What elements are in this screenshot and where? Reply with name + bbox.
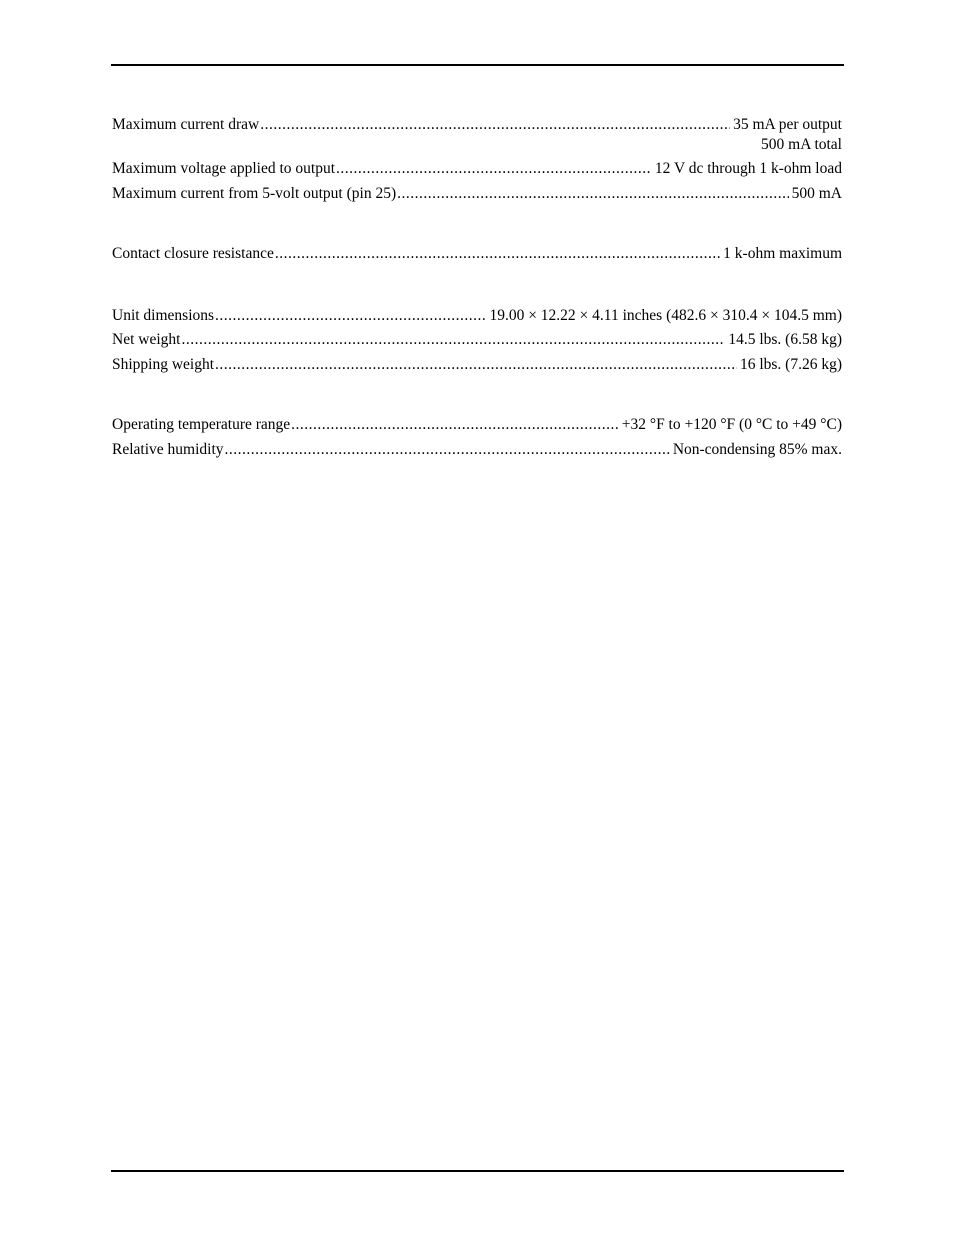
spec-label: Unit dimensions [112,307,215,324]
dot-leader [215,306,486,326]
dot-leader [397,184,789,204]
spec-value: 16 lbs. (7.26 kg) [739,356,842,373]
spec-value: 19.00 × 12.22 × 4.11 inches (482.6 × 310.4 × 104.5 mm) [489,307,842,324]
spec-label: Operating temperature range [112,416,291,433]
spec-value: 12 V dc through 1 k-ohm load [654,160,842,177]
spec-row-unit-dimensions [112,306,842,326]
spec-row-max-current-draw [112,115,842,135]
dot-leader [225,440,670,460]
dot-leader [275,244,720,264]
dot-leader [215,355,737,375]
spec-value: 14.5 lbs. (6.58 kg) [728,331,842,348]
spec-label: Net weight [112,331,181,348]
spec-label: Maximum current draw [112,116,260,133]
header-rule [111,64,844,66]
spec-row-shipping-weight [112,355,842,375]
dot-leader [260,115,730,135]
spec-row-max-voltage-output [112,159,842,179]
spec-value: Non-condensing 85% max. [672,441,842,458]
spec-row-max-current-5v [112,184,842,204]
spec-label: Maximum current from 5-volt output (pin 25) [112,185,397,202]
spec-label: Contact closure resistance [112,245,274,262]
dot-leader [291,415,619,435]
spec-value: +32 °F to +120 °F (0 °C to +49 °C) [621,416,842,433]
footer-rule [111,1170,844,1172]
spec-row-net-weight [112,330,842,350]
spec-label: Maximum voltage applied to output [112,160,335,177]
spec-label: Shipping weight [112,356,215,373]
spec-value-continuation: 500 mA total [761,136,842,153]
spec-value: 500 mA [791,185,842,202]
spec-value: 35 mA per output [733,116,842,133]
spec-row-operating-temperature [112,415,842,435]
spec-row-contact-closure [112,244,842,264]
spec-row-relative-humidity [112,440,842,460]
dot-leader [336,159,652,179]
spec-value: 1 k-ohm maximum [723,245,842,262]
dot-leader [181,330,725,350]
spec-label: Relative humidity [112,441,224,458]
